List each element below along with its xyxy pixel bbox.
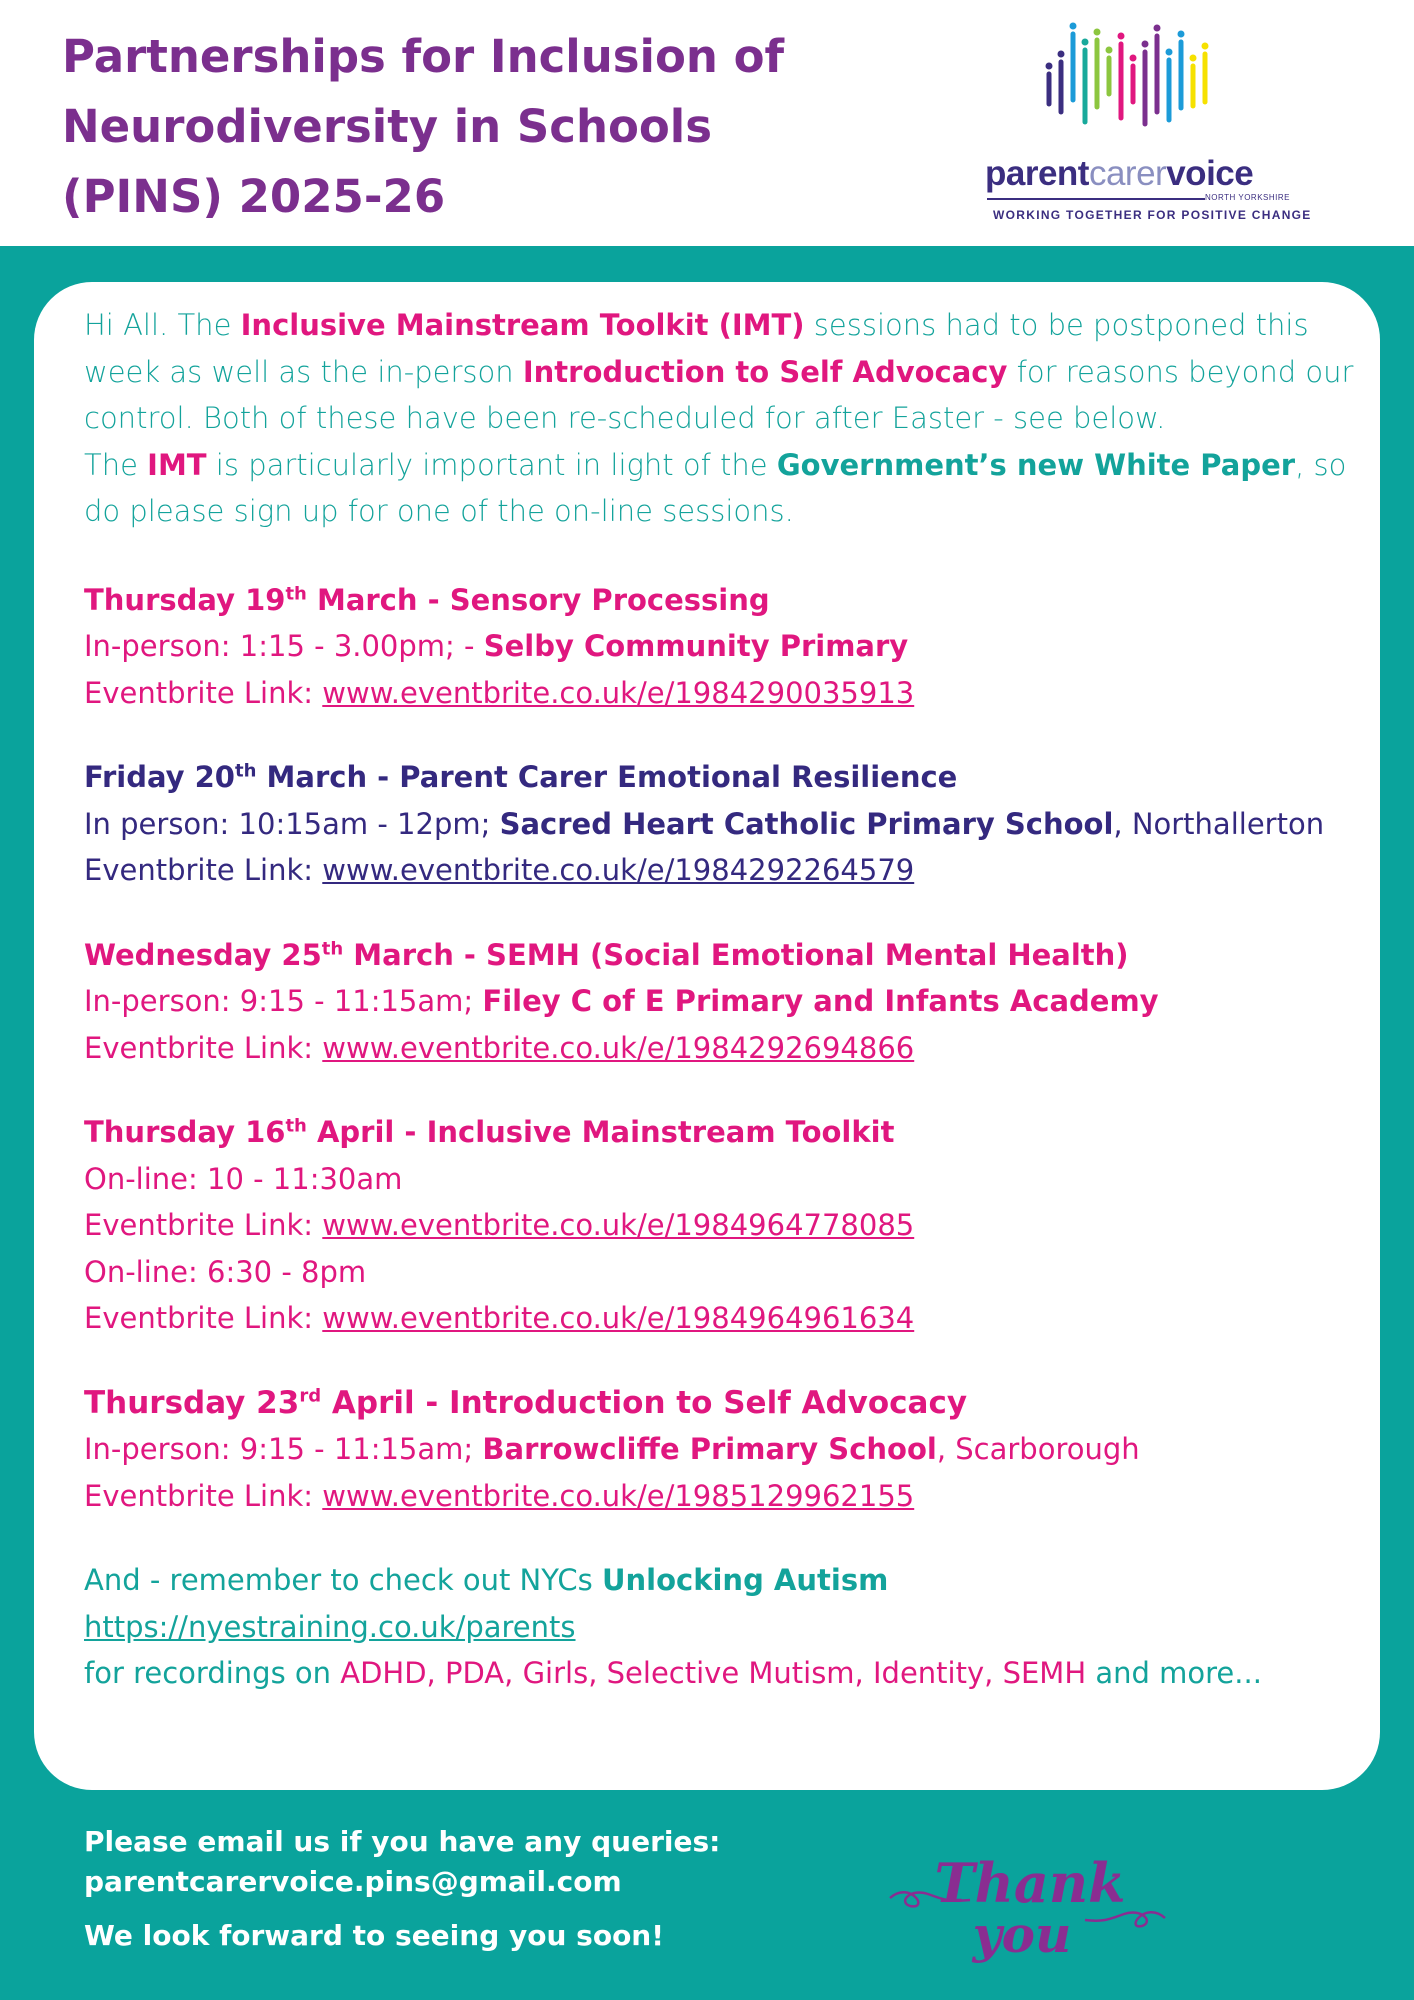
link-label: Eventbrite Link: [84, 1301, 323, 1335]
event-inclusive-mainstream-toolkit [84, 1109, 1354, 1342]
eventbrite-link[interactable]: www.eventbrite.co.uk/e/1984290035913 [322, 675, 915, 710]
autism-name: Unlocking Autism [601, 1563, 889, 1597]
footer-query-text: Please email us if you have any queries: [84, 1825, 721, 1858]
event-title: March - Parent Carer Emotional Resilience [256, 760, 958, 794]
event-title: March - SEMH (Social Emotional Mental Health) [343, 937, 1129, 972]
logo-bars-icon [1045, 22, 1245, 132]
event-time: In-person: 1:15 - 3.00pm; - [84, 629, 484, 663]
footer-email[interactable]: parentcarervoice.pins@gmail.com [84, 1865, 622, 1898]
autism-text: and more... [1086, 1656, 1262, 1690]
header [0, 0, 1414, 246]
logo-word-parent: parent [985, 154, 1089, 193]
event-heading [84, 577, 1354, 624]
event-date: Thursday 23 [84, 1384, 300, 1421]
event-link-row [84, 670, 1354, 717]
logo-tagline: WORKING TOGETHER FOR POSITIVE CHANGE [993, 208, 1312, 222]
autism-topics: ADHD, PDA, Girls, Selective Mutism, Identity, SEMH [340, 1656, 1087, 1690]
event-date: Wednesday 25 [84, 937, 322, 972]
title-line: Partnerships for Inclusion of [62, 30, 785, 83]
event-venue [84, 623, 1354, 670]
date-suffix: rd [299, 1385, 322, 1407]
intro-text-span: is particularly important in light of the [206, 447, 777, 482]
link-label: Eventbrite Link: [84, 675, 323, 710]
footer-closing: We look forward to seeing you soon! [84, 1919, 665, 1952]
intro-text-span: for reasons beyond our control. Both of these have been re-scheduled for after Easter - see below. [84, 354, 1354, 435]
intro-text-span: , so do please sign up for one of the on-line sessions. [84, 447, 1347, 528]
nyes-training-link[interactable]: https://nyestraining.co.uk/parents [84, 1609, 576, 1644]
event-heading [84, 1380, 1354, 1427]
event-heading [84, 1109, 1354, 1156]
event-link-row [84, 847, 1354, 894]
intro-paragraph [84, 442, 1354, 535]
event-link-row [84, 1025, 1354, 1072]
date-suffix: th [285, 582, 307, 604]
event-date: Thursday 19 [84, 582, 286, 617]
self-advocacy-highlight: Introduction to Self Advocacy [522, 354, 1008, 389]
autism-text: for recordings on [84, 1656, 341, 1690]
logo-wordmark [985, 154, 1253, 194]
event-title: March - Sensory Processing [306, 582, 770, 617]
eventbrite-link[interactable]: www.eventbrite.co.uk/e/1984292694866 [322, 1030, 915, 1065]
link-label: Eventbrite Link: [84, 853, 323, 887]
imt-highlight: IMT [147, 447, 207, 482]
event-heading [84, 932, 1354, 979]
event-link-row [84, 1473, 1354, 1520]
link-label: Eventbrite Link: [84, 1030, 323, 1065]
event-time: In person: 10:15am - 12pm; [84, 806, 500, 841]
autism-prefix: And - remember to check out NYCs [84, 1563, 602, 1597]
event-venue-name: Selby Community Primary [483, 629, 909, 663]
date-suffix: th [235, 760, 257, 782]
event-venue [84, 978, 1354, 1025]
event-heading [84, 754, 1354, 801]
event-sensory-processing [84, 577, 1354, 717]
eventbrite-link[interactable]: www.eventbrite.co.uk/e/1984292264579 [322, 853, 915, 887]
event-self-advocacy [84, 1380, 1354, 1520]
event-online-time: On-line: 10 - 11:30am [84, 1161, 403, 1196]
date-suffix: th [321, 937, 344, 959]
event-venue [84, 801, 1354, 848]
event-online-time: On-line: 6:30 - 8pm [84, 1254, 367, 1289]
title-line: (PINS) 2025-26 [62, 170, 446, 223]
intro-paragraph [84, 302, 1354, 442]
page-title [62, 22, 785, 232]
intro-text-span: sessions had to be postponed this week as well as the in-person [84, 308, 1309, 389]
you-word: you [972, 1905, 1072, 1964]
event-venue-name: Barrowcliffe Primary School [482, 1432, 937, 1466]
event-date: Friday 20 [84, 760, 235, 794]
date-suffix: th [285, 1115, 307, 1137]
intro-text-span: Hi All. The [84, 308, 241, 342]
footer [84, 1822, 720, 1956]
event-venue-name: Sacred Heart Catholic Primary School [499, 806, 1114, 841]
event-time: In-person: 9:15 - 11:15am; [84, 1432, 483, 1466]
event-location: , Northallerton [1113, 806, 1325, 841]
content [84, 302, 1354, 1697]
eventbrite-link[interactable]: www.eventbrite.co.uk/e/1984964961634 [322, 1301, 915, 1335]
parent-carer-voice-logo [985, 22, 1312, 232]
event-title: April - Introduction to Self Advocacy [321, 1384, 968, 1421]
event-time: In-person: 9:15 - 11:15am; [84, 984, 483, 1018]
title-line: Neurodiversity in Schools [62, 100, 713, 153]
link-label: Eventbrite Link: [84, 1208, 323, 1242]
eventbrite-link[interactable]: www.eventbrite.co.uk/e/1985129962155 [322, 1478, 915, 1513]
autism-link-row [84, 1604, 1354, 1651]
logo-word-voice: voice [1166, 154, 1254, 193]
autism-topics-row [84, 1650, 1354, 1697]
thank-word: Thank [934, 1851, 1126, 1915]
intro-text-span: The [84, 447, 148, 482]
white-paper-highlight: Government’s new White Paper [776, 447, 1296, 482]
logo-region: NORTH YORKSHIRE [1205, 193, 1290, 202]
link-label: Eventbrite Link: [84, 1478, 323, 1513]
event-location: , Scarborough [936, 1432, 1140, 1466]
event-emotional-resilience [84, 754, 1354, 894]
logo-divider [987, 198, 1205, 200]
imt-highlight: Inclusive Mainstream Toolkit (IMT) [240, 308, 805, 342]
event-venue [84, 1426, 1354, 1473]
event-title: April - Inclusive Mainstream Toolkit [306, 1115, 895, 1149]
autism-intro [84, 1557, 1354, 1604]
thank-you-graphic [880, 1840, 1170, 1970]
event-venue-name: Filey C of E Primary and Infants Academy [482, 984, 1159, 1018]
eventbrite-link[interactable]: www.eventbrite.co.uk/e/1984964778085 [322, 1208, 915, 1242]
event-link-row [84, 1295, 1354, 1342]
event-date: Thursday 16 [84, 1115, 286, 1149]
logo-word-carer: carer [1088, 154, 1167, 193]
unlocking-autism-section [84, 1557, 1354, 1697]
event-link-row [84, 1202, 1354, 1249]
intro-text [84, 302, 1354, 535]
event-semh [84, 932, 1354, 1072]
